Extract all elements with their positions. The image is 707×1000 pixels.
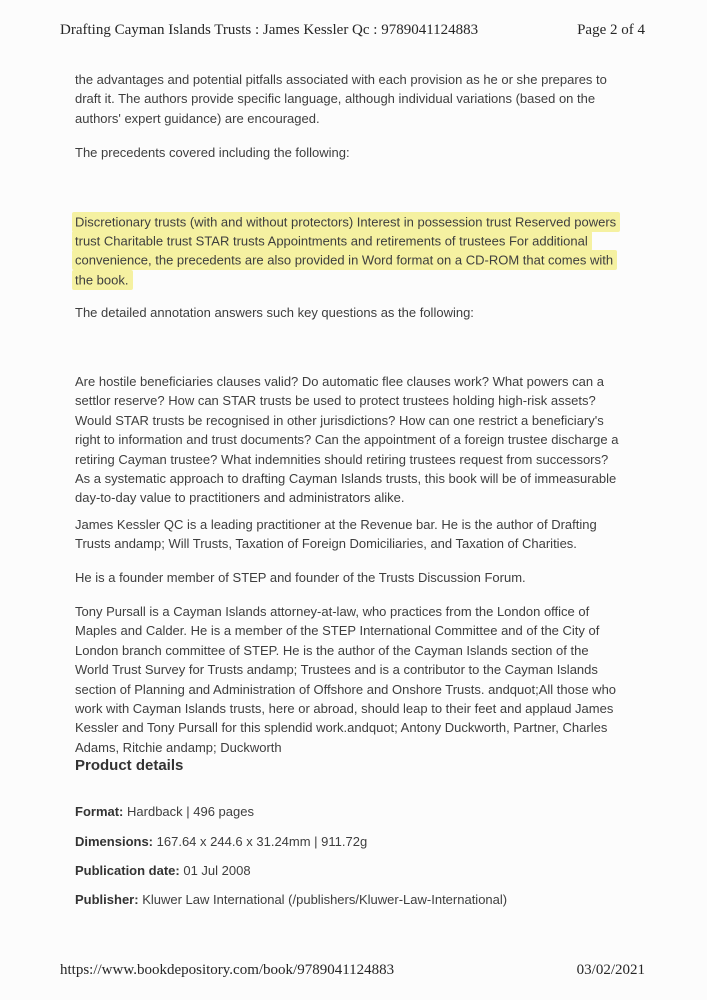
paragraph-author-bio-1: James Kessler QC is a leading practitioner at the Revenue bar. He is the author of Drafting Trusts andamp; Will Trusts, Taxation of Foreign Domiciliaries, and Taxation of Charities.	[75, 517, 597, 552]
print-footer-url: https://www.bookdepository.com/book/9789041124883	[60, 962, 395, 978]
highlighted-text: Discretionary trusts (with and without protectors) Interest in possession trust Reserved powers trust Charitable trust STAR trusts Appointments and retirements of trustees For additional convenience, the precedents are also provided in Word format on a CD-ROM that comes with the book.	[72, 212, 620, 290]
paragraph-intro: the advantages and potential pitfalls associated with each provision as he or she prepares to draft it. The authors provide specific language, although individual variations (based on the authors' expert guidance) are encouraged.	[75, 72, 607, 126]
paragraph-author-bio-2: He is a founder member of STEP and founder of the Trusts Discussion Forum.	[75, 570, 526, 585]
detail-value-publisher: Kluwer Law International (/publishers/Kluwer-Law-International)	[142, 892, 508, 907]
paragraph-questions: Are hostile beneficiaries clauses valid? Do automatic flee clauses work? What powers can a settlor reserve? How can STAR trusts be used to protect trustees holding high-risk assets? Would STAR trusts be recognised in other jurisdictions? How can one restrict a beneficiary's right to information and trust documents? Can the appointment of a foreign trustee discharge a retiring Cayman trustee? What indemnities should retiring trustees request from successors? As a systematic approach to drafting Cayman Islands trusts, this book will be of immeasurable day-to-day value to practitioners and administrators alike.	[75, 374, 619, 506]
paragraph-highlighted	[75, 212, 625, 290]
print-header	[60, 22, 645, 39]
detail-label-dimensions: Dimensions:	[75, 834, 154, 849]
detail-row-publication-date	[75, 861, 625, 880]
print-footer	[60, 962, 645, 979]
detail-value-format: Hardback | 496 pages	[127, 804, 254, 819]
detail-row-format	[75, 802, 625, 821]
detail-label-format: Format:	[75, 804, 124, 819]
paragraph-precedents-lead: The precedents covered including the following:	[75, 145, 350, 160]
paragraph-annotation-lead: The detailed annotation answers such key questions as the following:	[75, 305, 474, 320]
print-footer-date: 03/02/2021	[576, 962, 645, 978]
detail-row-publisher	[75, 890, 625, 909]
print-header-title: Drafting Cayman Islands Trusts : James Kessler Qc : 9789041124883	[60, 22, 479, 38]
paragraph-author-bio-3: Tony Pursall is a Cayman Islands attorney-at-law, who practices from the London office of Maples and Calder. He is a member of the STEP International Committee and of the City of London branch committee of STEP. He is the author of the Cayman Islands section of the World Trust Survey for Trusts andamp; Trustees and is a contributor to the Cayman Islands section of Planning and Administration of Offshore and Onshore Trusts. andquot;All those who work with Cayman Islands trusts, here or abroad, should leap to their feet and applaud James Kessler and Tony Pursall for this splendid work.andquot; Antony Duckworth, Partner, Charles Adams, Ritchie andamp; Duckworth	[75, 604, 617, 755]
detail-label-publication-date: Publication date:	[75, 863, 180, 878]
detail-value-dimensions: 167.64 x 244.6 x 31.24mm | 911.72g	[156, 834, 368, 849]
product-details-heading: Product details	[75, 757, 184, 774]
detail-value-publication-date: 01 Jul 2008	[183, 863, 251, 878]
detail-row-dimensions	[75, 832, 625, 851]
detail-label-publisher: Publisher:	[75, 892, 139, 907]
print-header-page-indicator: Page 2 of 4	[577, 22, 645, 38]
